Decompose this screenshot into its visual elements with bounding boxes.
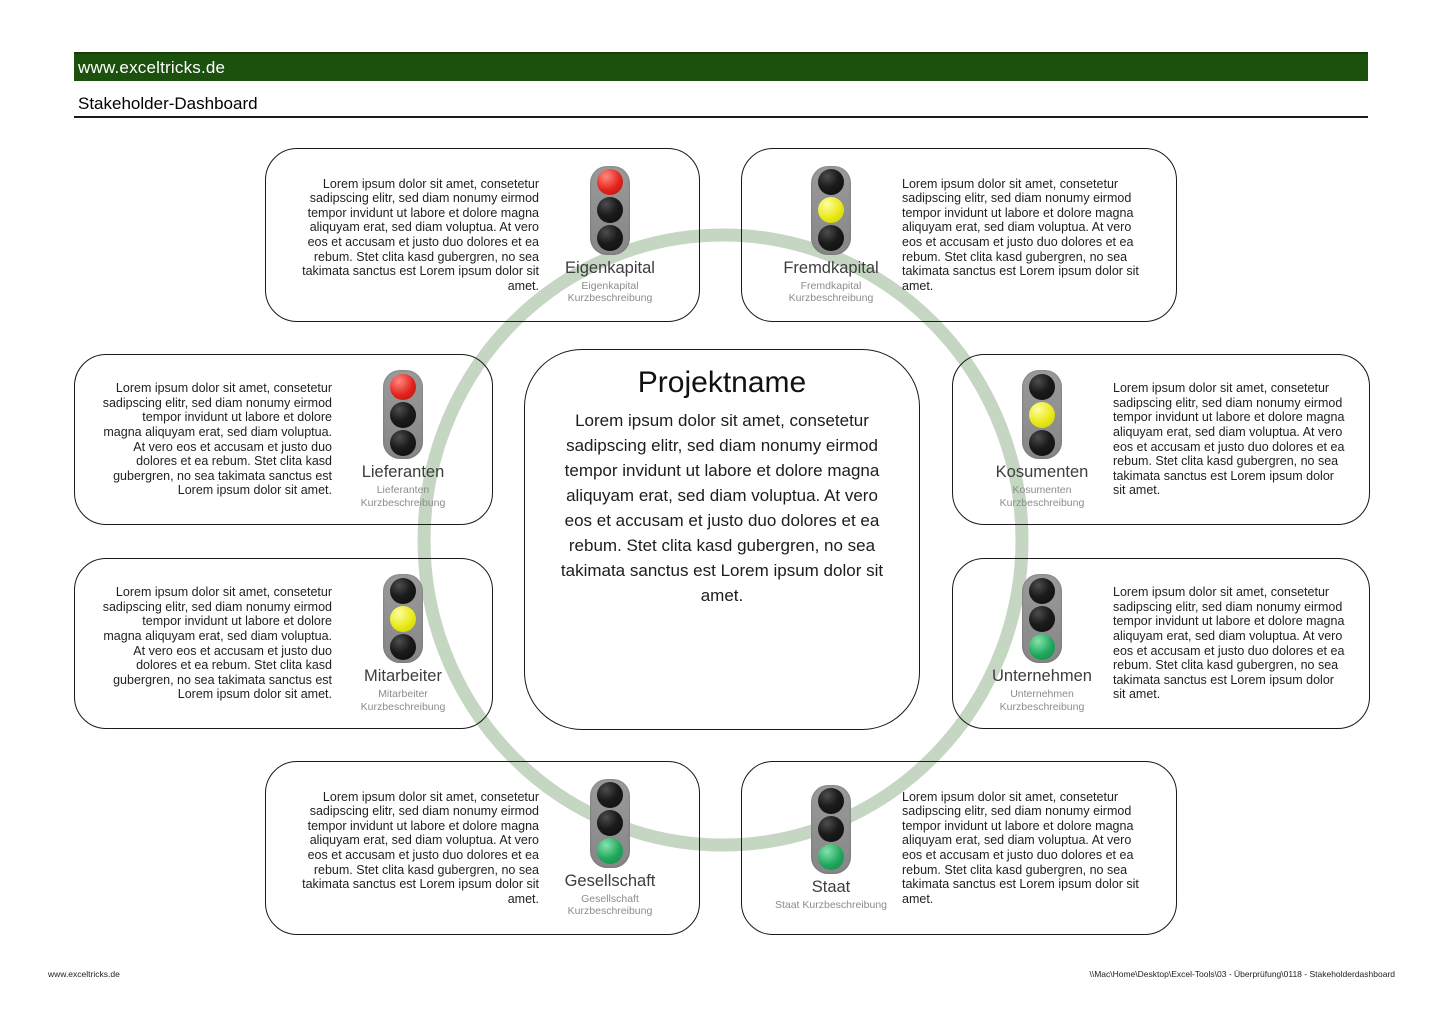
green-lens (597, 225, 623, 251)
red-lens (597, 782, 623, 808)
footer-file-path: \\Mac\Home\Desktop\Excel-Tools\03 - Überprüfung\0118 - Stakeholderdashboard (1089, 969, 1395, 979)
green-lens (390, 634, 416, 660)
stakeholder-description: Lorem ipsum dolor sit amet, consetetur sadipscing elitr, sed diam nonumy eirmod tempor invidunt ut labore et dolore magna aliquyam erat, sed diam voluptua. At vero eos et accusam et justo duo dolores et ea rebum. Stet clita kasd gubergren, no sea takimata sanctus est Lorem ipsum dolor sit amet. (302, 176, 539, 293)
stakeholder-description: Lorem ipsum dolor sit amet, consetetur sadipscing elitr, sed diam nonumy eirmod tempor invidunt ut labore et dolore magna aliquyam erat, sed diam voluptua. At vero eos et accusam et justo duo dolores et ea rebum. Stet clita kasd gubergren, no sea takimata sanctus est Lorem ipsum dolor sit amet. (902, 176, 1139, 293)
stakeholder-status (971, 370, 1113, 509)
stakeholder-status (332, 574, 474, 713)
stakeholder-label: Mitarbeiter (364, 667, 442, 686)
green-lens (390, 430, 416, 456)
stakeholder-sublabel: Fremdkapital Kurzbeschreibung (788, 279, 874, 304)
traffic-light-icon (811, 785, 851, 874)
yellow-lens (818, 197, 844, 223)
stakeholder-label: Lieferanten (361, 463, 445, 482)
stakeholder-card-mitarbeiter (74, 558, 493, 729)
stakeholder-description: Lorem ipsum dolor sit amet, consetetur sadipscing elitr, sed diam nonumy eirmod tempor invidunt ut labore et dolore magna aliquyam erat, sed diam voluptua. At vero eos et accusam et justo duo dolores et ea rebum. Stet clita kasd gubergren, no sea takimata sanctus est Lorem ipsum dolor sit amet. (102, 585, 332, 702)
stakeholder-status (971, 574, 1113, 713)
yellow-lens (1029, 402, 1055, 428)
red-lens (1029, 374, 1055, 400)
stakeholder-sublabel: Gesellschaft Kurzbeschreibung (567, 892, 653, 917)
red-lens (390, 374, 416, 400)
stakeholder-sublabel: Unternehmen Kurzbeschreibung (999, 688, 1085, 713)
footer-site-link[interactable]: www.exceltricks.de (48, 969, 120, 979)
yellow-lens (1029, 606, 1055, 632)
stakeholder-sublabel: Mitarbeiter Kurzbeschreibung (360, 688, 446, 713)
yellow-lens (390, 606, 416, 632)
project-card (524, 349, 920, 730)
stakeholder-card-gesellschaft (265, 761, 700, 935)
stakeholder-status (539, 779, 681, 918)
stakeholder-status (332, 370, 474, 509)
stakeholder-description: Lorem ipsum dolor sit amet, consetetur sadipscing elitr, sed diam nonumy eirmod tempor invidunt ut labore et dolore magna aliquyam erat, sed diam voluptua. At vero eos et accusam et justo duo dolores et ea rebum. Stet clita kasd gubergren, no sea takimata sanctus est Lorem ipsum dolor sit amet. (302, 789, 539, 906)
green-lens (597, 838, 623, 864)
stakeholder-description: Lorem ipsum dolor sit amet, consetetur sadipscing elitr, sed diam nonumy eirmod tempor invidunt ut labore et dolore magna aliquyam erat, sed diam voluptua. At vero eos et accusam et justo duo dolores et ea rebum. Stet clita kasd gubergren, no sea takimata sanctus est Lorem ipsum dolor sit amet. (902, 789, 1139, 906)
stakeholder-label: Staat (811, 877, 851, 896)
stakeholder-label: Fremdkapital (783, 258, 879, 277)
green-lens (818, 844, 844, 870)
stakeholder-status (760, 785, 902, 911)
stakeholder-status (760, 166, 902, 305)
stakeholder-card-lieferanten (74, 354, 493, 525)
stakeholder-card-kosumenten (952, 354, 1370, 525)
traffic-light-icon (590, 166, 630, 255)
stakeholder-card-fremdkapital (741, 148, 1177, 322)
traffic-light-icon (811, 166, 851, 255)
stakeholder-description: Lorem ipsum dolor sit amet, consetetur sadipscing elitr, sed diam nonumy eirmod tempor invidunt ut labore et dolore magna aliquyam erat, sed diam voluptua. At vero eos et accusam et justo duo dolores et ea rebum. Stet clita kasd gubergren, no sea takimata sanctus est Lorem ipsum dolor sit amet. (1113, 585, 1345, 702)
red-lens (818, 169, 844, 195)
yellow-lens (818, 816, 844, 842)
stakeholder-sublabel: Lieferanten Kurzbeschreibung (360, 484, 446, 509)
traffic-light-icon (1022, 370, 1062, 459)
traffic-light-icon (383, 574, 423, 663)
stakeholder-label: Gesellschaft (564, 871, 656, 890)
stakeholder-label: Unternehmen (992, 667, 1092, 686)
red-lens (818, 788, 844, 814)
traffic-light-icon (1022, 574, 1062, 663)
traffic-light-icon (590, 779, 630, 868)
stakeholder-label: Eigenkapital (565, 258, 655, 277)
stakeholder-sublabel: Eigenkapital Kurzbeschreibung (567, 279, 653, 304)
project-title: Projektname (637, 366, 807, 399)
yellow-lens (390, 402, 416, 428)
green-lens (1029, 430, 1055, 456)
stakeholder-card-eigenkapital (265, 148, 700, 322)
project-description: Lorem ipsum dolor sit amet, consetetur sadipscing elitr, sed diam nonumy eirmod tempor invidunt ut labore et dolore magna aliquyam erat, sed diam voluptua. At vero eos et accusam et justo duo dolores et ea rebum. Stet clita kasd gubergren, no sea takimata sanctus est Lorem ipsum dolor sit amet. (560, 411, 884, 605)
site-url-link[interactable]: www.exceltricks.de (78, 57, 226, 77)
stakeholder-sublabel: Staat Kurzbeschreibung (774, 898, 888, 911)
yellow-lens (597, 197, 623, 223)
green-lens (1029, 634, 1055, 660)
stakeholder-label: Kosumenten (995, 463, 1089, 482)
yellow-lens (597, 810, 623, 836)
traffic-light-icon (383, 370, 423, 459)
stakeholder-status (539, 166, 681, 305)
red-lens (597, 169, 623, 195)
page-title: Stakeholder-Dashboard (78, 94, 258, 113)
red-lens (390, 578, 416, 604)
red-lens (1029, 578, 1055, 604)
stakeholder-description: Lorem ipsum dolor sit amet, consetetur sadipscing elitr, sed diam nonumy eirmod tempor invidunt ut labore et dolore magna aliquyam erat, sed diam voluptua. At vero eos et accusam et justo duo dolores et ea rebum. Stet clita kasd gubergren, no sea takimata sanctus est Lorem ipsum dolor sit amet. (102, 381, 332, 498)
green-lens (818, 225, 844, 251)
stakeholder-card-unternehmen (952, 558, 1370, 729)
stakeholder-description: Lorem ipsum dolor sit amet, consetetur sadipscing elitr, sed diam nonumy eirmod tempor invidunt ut labore et dolore magna aliquyam erat, sed diam voluptua. At vero eos et accusam et justo duo dolores et ea rebum. Stet clita kasd gubergren, no sea takimata sanctus est Lorem ipsum dolor sit amet. (1113, 381, 1345, 498)
stakeholder-card-staat (741, 761, 1177, 935)
stakeholder-sublabel: Kosumenten Kurzbeschreibung (999, 484, 1085, 509)
